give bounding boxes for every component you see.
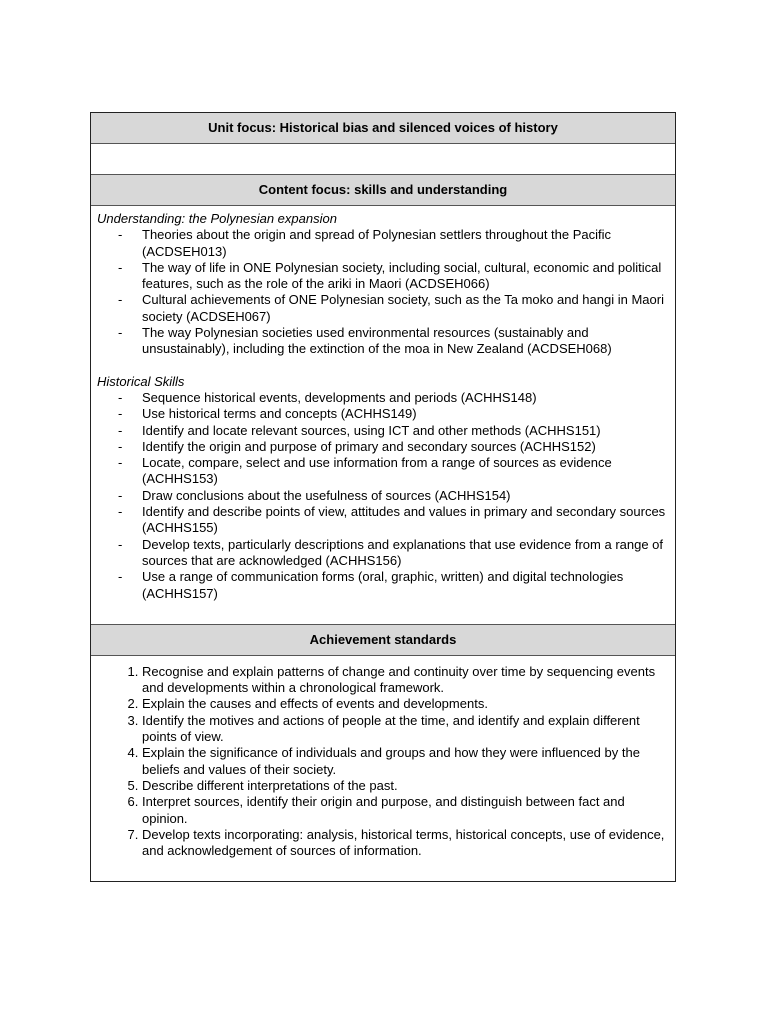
list-item: - Identify and locate relevant sources, using ICT and other methods (ACHHS151) <box>142 423 669 439</box>
list-item: - Locate, compare, select and use information from a range of sources as evidence (ACHHS153) <box>142 455 669 488</box>
list-item: - Use a range of communication forms (oral, graphic, written) and digital technologies (ACHHS157) <box>142 569 669 602</box>
achievement-standards-body <box>91 656 675 882</box>
list-item: - Develop texts, particularly descriptions and explanations that use evidence from a range of sources that are acknowledged (ACHHS156) <box>142 537 669 570</box>
list-item: 2. Explain the causes and effects of events and developments. <box>142 696 669 712</box>
list-item: - The way of life in ONE Polynesian society, including social, cultural, economic and political features, such as the role of the ariki in Maori (ACDSEH066) <box>142 260 669 293</box>
content-focus-body <box>91 206 675 625</box>
list-item: - Cultural achievements of ONE Polynesian society, such as the Ta moko and hangi in Maori society (ACDSEH067) <box>142 292 669 325</box>
content-focus-header: Content focus: skills and understanding <box>91 175 675 206</box>
list-item: 5. Describe different interpretations of the past. <box>142 778 669 794</box>
spacer <box>97 358 669 374</box>
list-item: - Identify and describe points of view, attitudes and values in primary and secondary sources (ACHHS155) <box>142 504 669 537</box>
curriculum-table <box>90 112 676 882</box>
list-item: - Identify the origin and purpose of primary and secondary sources (ACHHS152) <box>142 439 669 455</box>
list-item: - Draw conclusions about the usefulness of sources (ACHHS154) <box>142 488 669 504</box>
list-item: - Use historical terms and concepts (ACHHS149) <box>142 406 669 422</box>
list-item: 1. Recognise and explain patterns of change and continuity over time by sequencing events and developments within a chronological framework. <box>142 664 669 697</box>
list-item: - Theories about the origin and spread of Polynesian settlers throughout the Pacific (ACDSEH013) <box>142 227 669 260</box>
list-item: 7. Develop texts incorporating: analysis, historical terms, historical concepts, use of evidence, and acknowledgement of sources of information. <box>142 827 669 860</box>
skills-title: Historical Skills <box>97 373 185 389</box>
achievement-list <box>97 664 669 860</box>
unit-focus-header: Unit focus: Historical bias and silenced voices of history <box>91 113 675 144</box>
skills-list <box>97 390 669 602</box>
achievement-standards-header: Achievement standards <box>91 625 675 656</box>
list-item: - The way Polynesian societies used environmental resources (sustainably and unsustainably), including the extinction of the moa in New Zealand (ACDSEH068) <box>142 325 669 358</box>
understanding-list <box>97 227 669 357</box>
list-item: 6. Interpret sources, identify their origin and purpose, and distinguish between fact and opinion. <box>142 794 669 827</box>
list-item: - Sequence historical events, developments and periods (ACHHS148) <box>142 390 669 406</box>
blank-row <box>91 144 675 175</box>
list-item: 3. Identify the motives and actions of people at the time, and identify and explain different points of view. <box>142 713 669 746</box>
list-item: 4. Explain the significance of individuals and groups and how they were influenced by the beliefs and values of their society. <box>142 745 669 778</box>
understanding-title: Understanding: the Polynesian expansion <box>97 211 337 226</box>
